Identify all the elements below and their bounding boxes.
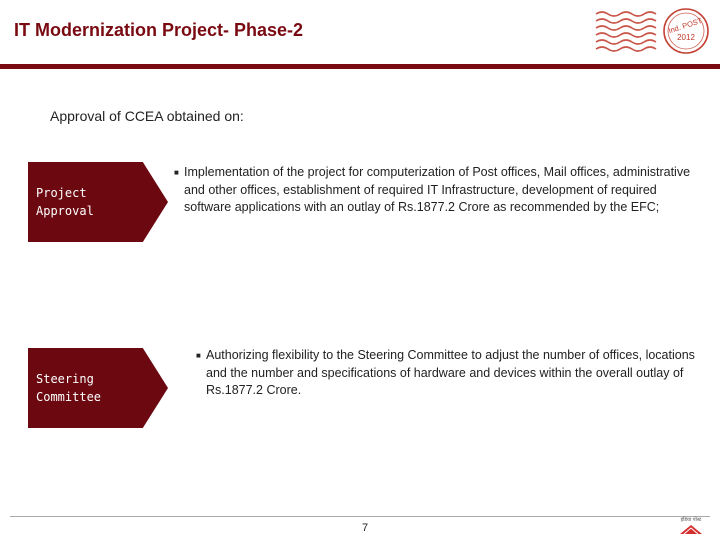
page-number: 7 (362, 522, 369, 534)
title-divider (0, 64, 720, 69)
project-approval-label: Project Approval (36, 186, 94, 218)
bullet-icon: ■ (196, 351, 201, 360)
subtitle: Approval of CCEA obtained on: (50, 108, 244, 124)
project-approval-text: Implementation of the project for computerization of Post offices, Mail offices, administrative and other offices, establishment of required IT Infrastructure, development of required software applications with an outlay of Rs.1877.2 Crore as recommended by the EFC; (184, 165, 691, 214)
steering-committee-bullet (196, 347, 702, 400)
stamp-top-text: Ind. POST (667, 15, 704, 36)
slide-title: IT Modernization Project- Phase-2 (14, 20, 304, 40)
stamp-year: 2012 (677, 33, 695, 42)
india-post-logo (674, 514, 708, 538)
steering-committee-label: Steering Committee (36, 372, 102, 404)
project-approval-bullet (174, 164, 704, 217)
postage-stamp-logo (592, 6, 712, 56)
logo-text: इंडिया पोस्ट (680, 517, 702, 523)
footer-divider (10, 516, 710, 517)
steering-committee-text: Authorizing flexibility to the Steering Committee to adjust the number of offices, locations and the number and specifications of hardware and devices within the overall outlay of Rs.1877.2 Crore. (206, 348, 695, 397)
bullet-icon: ■ (174, 168, 179, 177)
